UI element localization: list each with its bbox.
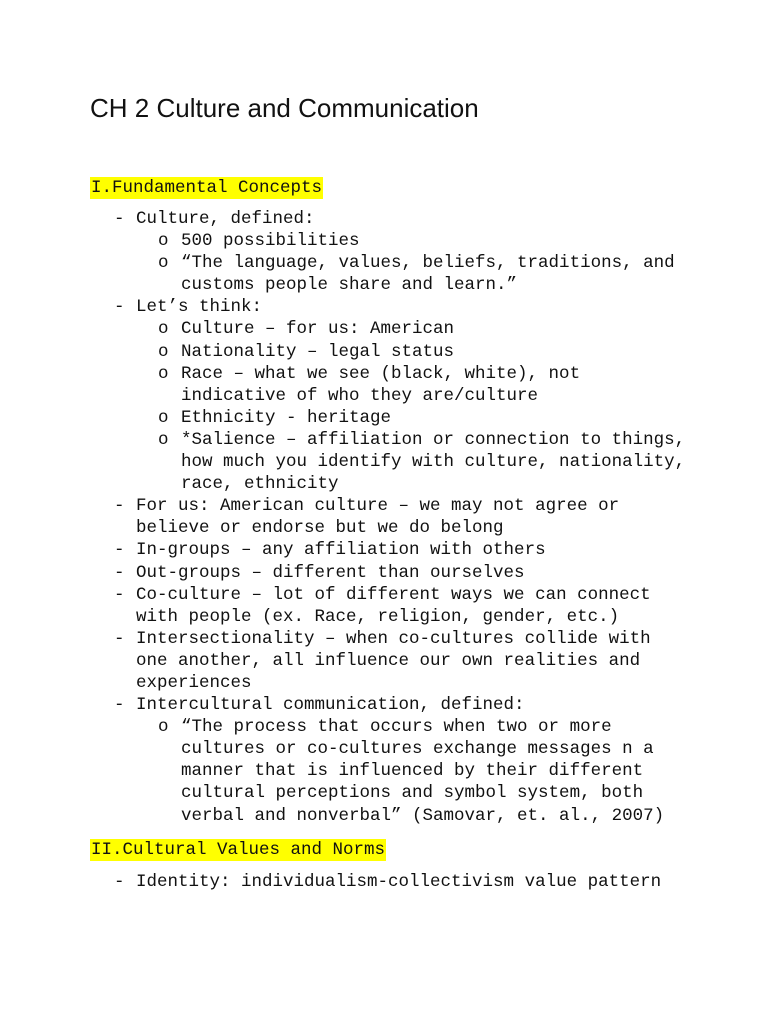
cultural-values-list (112, 871, 692, 893)
list-item: - Out-groups – different than ourselves (112, 562, 692, 584)
sub-list (136, 716, 692, 826)
section-heading-fundamental-concepts: I.Fundamental Concepts (91, 178, 323, 198)
sub-list (136, 318, 692, 495)
sub-list-item: o “The process that occurs when two or more cultures or co-cultures exchange messages n a manner that is influenced by their different cultural perceptions and symbol system, both verbal and nonverbal” (Samovar, et. al., 2007) (136, 716, 692, 826)
sub-list-item: o *Salience – affiliation or connection to things, how much you identify with culture, nationality, race, ethnicity (136, 429, 692, 495)
list-item (112, 208, 692, 296)
sub-list-item: o Ethnicity - heritage (136, 407, 692, 429)
sub-list-item: o 500 possibilities (136, 230, 692, 252)
document-title: CH 2 Culture and Communication (90, 93, 479, 123)
sub-list-item: o Race – what we see (black, white), not indicative of who they are/culture (136, 363, 692, 407)
list-item-text: Culture, defined: (136, 209, 315, 229)
sub-list (136, 230, 692, 296)
list-item: - For us: American culture – we may not agree or believe or endorse but we do belong (112, 495, 692, 539)
list-item (112, 694, 692, 827)
fundamental-concepts-list (112, 208, 692, 827)
list-item-text: Intercultural communication, defined: (136, 695, 525, 716)
sub-list-item: o Culture – for us: American (136, 318, 692, 340)
list-item: - Identity: individualism-collectivism value pattern (112, 871, 692, 893)
section-heading-cultural-values: II.Cultural Values and Norms (91, 840, 386, 860)
sub-list-item: o “The language, values, beliefs, traditions, and customs people share and learn.” (136, 252, 692, 296)
sub-list-item: o Nationality – legal status (136, 341, 692, 363)
list-item: - Co-culture – lot of different ways we can connect with people (ex. Race, religion, gender, etc.) (112, 584, 692, 628)
list-item-text: Let’s think: (136, 297, 263, 318)
list-item: - In-groups – any affiliation with others (112, 539, 692, 561)
list-item: - Intersectionality – when co-cultures collide with one another, all influence our own realities and experiences (112, 628, 692, 694)
list-item (112, 296, 692, 495)
